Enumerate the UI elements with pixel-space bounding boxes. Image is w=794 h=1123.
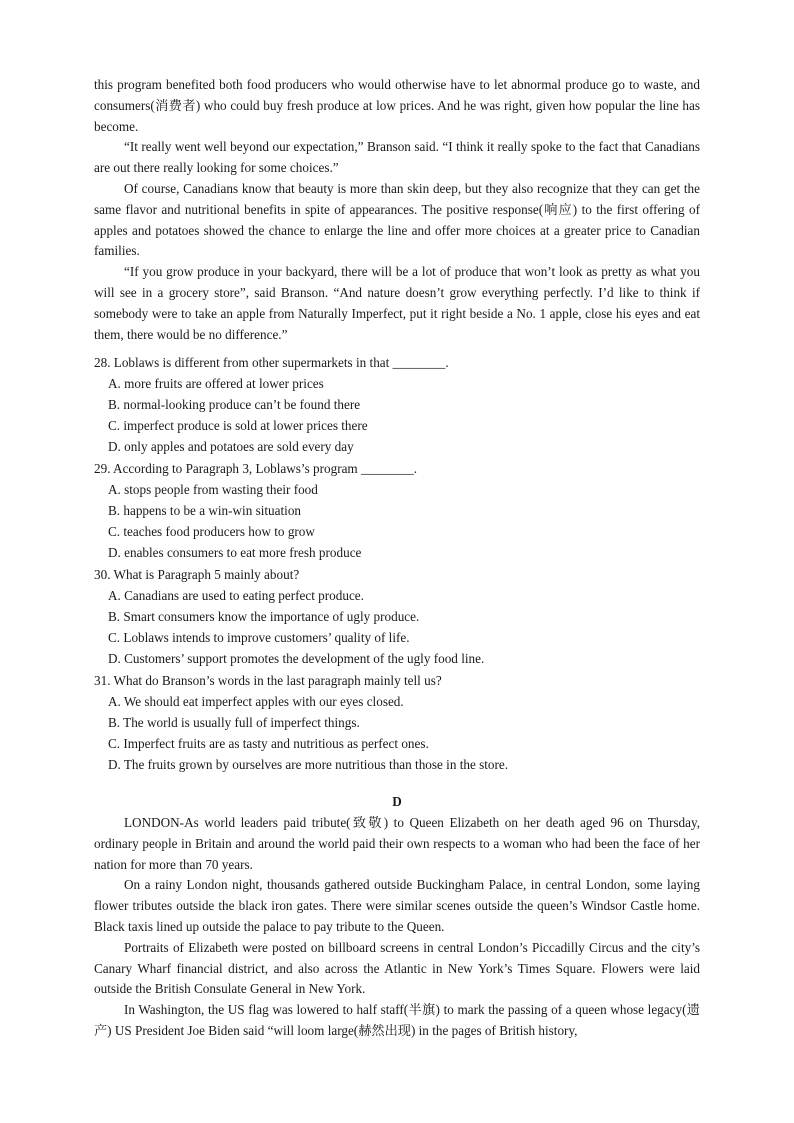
option-d: D. Customers’ support promotes the development of the ugly food line. <box>108 650 485 666</box>
option-c: C. Imperfect fruits are as tasty and nutritious as perfect ones. <box>108 735 429 751</box>
passage-d-paragraph-3: Portraits of Elizabeth were posted on billboard screens in central London’s Piccadilly Circus and the city’s Canary Wharf financial district, and also across the Atlantic in New York’s Times Square. Flowers were laid outside the British Consulate General in New York. <box>94 939 700 997</box>
passage-c-paragraph-1: this program benefited both food producers who would otherwise have to let abnormal produce go to waste, and consumers(消费者) who could buy fresh produce at low prices. And he was right, given how popular the line has become. <box>94 77 700 134</box>
option-b: B. normal-looking produce can’t be found there <box>108 396 361 412</box>
option-a: A. more fruits are offered at lower prices <box>108 376 324 392</box>
passage-c-paragraph-4: “If you grow produce in your backyard, there will be a lot of produce that won’t look as pretty as what you will see in a grocery store”, said Branson. “And nature doesn’t grow everything perfectly. I’d like to think if somebody were to take an apple from Naturally Imperfect, put it right beside a No. 1 apple, close his eyes and eat them, there would be no difference.” <box>94 264 700 342</box>
option-c: C. Loblaws intends to improve customers’ quality of life. <box>108 629 410 645</box>
option-a: A. stops people from wasting their food <box>108 482 318 498</box>
passage-c-paragraph-2: “It really went well beyond our expectation,” Branson said. “I think it really spoke to the fact that Canadians are out there really looking for some choices.” <box>94 139 700 176</box>
question-stem: 28. Loblaws is different from other supermarkets in that ________. <box>94 355 449 371</box>
option-c: C. teaches food producers how to grow <box>108 523 315 539</box>
question-stem: 29. According to Paragraph 3, Loblaws’s program ________. <box>94 461 418 477</box>
question-30 <box>94 565 700 669</box>
option-a: A. Canadians are used to eating perfect produce. <box>108 588 364 604</box>
question-29 <box>94 459 700 563</box>
option-b: B. happens to be a win-win situation <box>108 502 302 518</box>
passage-c <box>94 75 700 345</box>
option-d: D. enables consumers to eat more fresh produce <box>108 544 362 560</box>
option-c: C. imperfect produce is sold at lower prices there <box>108 417 368 433</box>
passage-d-paragraph-1: LONDON-As world leaders paid tribute(致敬) to Queen Elizabeth on her death aged 96 on Thursday, ordinary people in Britain and around the world paid their own respects to a woman who had been the face of her nation for more than 70 years. <box>94 815 700 872</box>
section-title-d: D <box>392 794 402 810</box>
passage-d <box>94 813 700 1042</box>
exam-page <box>94 75 700 1042</box>
question-28 <box>94 353 700 457</box>
option-b: B. The world is usually full of imperfect things. <box>108 714 360 730</box>
question-stem: 30. What is Paragraph 5 mainly about? <box>94 567 300 583</box>
question-list <box>94 353 700 775</box>
option-d: D. only apples and potatoes are sold every day <box>108 438 354 454</box>
passage-c-paragraph-3: Of course, Canadians know that beauty is more than skin deep, but they also recognize that they can get the same flavor and nutritional benefits in spite of appearances. The positive response(响应) to the first offering of apples and potatoes showed the chance to enlarge the line and offer more choices at a greater price to Canadian families. <box>94 180 700 259</box>
option-b: B. Smart consumers know the importance of ugly produce. <box>108 608 420 624</box>
option-d: D. The fruits grown by ourselves are more nutritious than those in the store. <box>108 756 509 772</box>
passage-d-paragraph-4: In Washington, the US flag was lowered to half staff(半旗) to mark the passing of a queen whose legacy(遗产) US President Joe Biden said “will loom large(赫然出现) in the pages of British history, <box>94 1002 700 1039</box>
passage-d-paragraph-2: On a rainy London night, thousands gathered outside Buckingham Palace, in central London, some laying flower tributes outside the black iron gates. There were similar scenes outside the queen’s Windsor Castle home. Black taxis lined up outside the palace to pay tribute to the Queen. <box>94 877 700 935</box>
question-31 <box>94 671 700 775</box>
question-stem: 31. What do Branson’s words in the last paragraph mainly tell us? <box>94 673 442 689</box>
option-a: A. We should eat imperfect apples with our eyes closed. <box>108 694 404 710</box>
